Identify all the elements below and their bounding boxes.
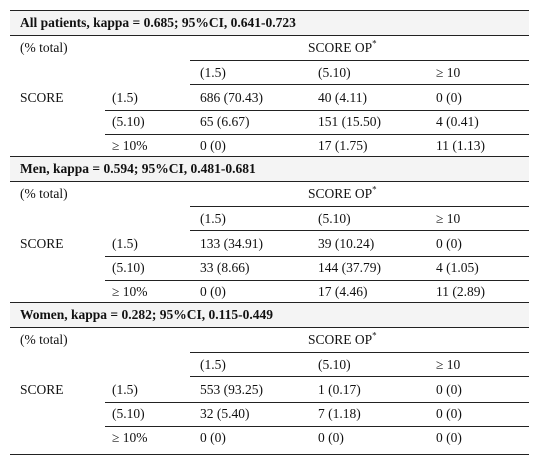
section-title: Men, kappa = 0.594; 95%CI, 0.481-0.681 xyxy=(10,156,529,182)
table-cell: 0 (0) xyxy=(200,284,226,299)
table-cell: 0 (0) xyxy=(436,236,462,251)
table-cell: 0 (0) xyxy=(200,430,226,445)
table-cell: 17 (4.46) xyxy=(318,284,368,299)
table-cell: 4 (0.41) xyxy=(436,114,479,129)
row-label: (1.5) xyxy=(112,382,138,397)
row-rule xyxy=(105,280,529,281)
row-group-label: SCORE xyxy=(20,90,64,105)
table-cell: 686 (70.43) xyxy=(200,90,263,105)
table-bottom-rule xyxy=(10,454,529,455)
column-header: (1.5) xyxy=(200,357,226,372)
score-op-label: SCORE OP xyxy=(308,40,373,55)
table-section xyxy=(10,302,529,448)
percent-total-label: (% total) xyxy=(20,40,68,55)
kappa-table xyxy=(10,10,529,455)
footnote-marker: * xyxy=(372,38,377,49)
table-section xyxy=(10,10,529,156)
table-cell: 553 (93.25) xyxy=(200,382,263,397)
row-label: ≥ 10% xyxy=(112,284,148,299)
score-op-label: SCORE OP xyxy=(308,332,373,347)
row-rule xyxy=(105,426,529,427)
table-cell: 0 (0) xyxy=(436,382,462,397)
section-title: Women, kappa = 0.282; 95%CI, 0.115-0.449 xyxy=(10,302,529,328)
row-label: ≥ 10% xyxy=(112,138,148,153)
row-rule xyxy=(105,402,529,403)
table-cell: 0 (0) xyxy=(436,90,462,105)
column-header: ≥ 10 xyxy=(436,357,461,372)
row-rule xyxy=(105,110,529,111)
column-header: (5.10) xyxy=(318,65,351,80)
table-cell: 4 (1.05) xyxy=(436,260,479,275)
column-header: (5.10) xyxy=(318,211,351,226)
table-cell: 0 (0) xyxy=(436,430,462,445)
table-cell: 0 (0) xyxy=(436,406,462,421)
percent-total-label: (% total) xyxy=(20,186,68,201)
row-label: (1.5) xyxy=(112,236,138,251)
row-rule xyxy=(105,134,529,135)
table-cell: 11 (1.13) xyxy=(436,138,485,153)
row-label: (5.10) xyxy=(112,406,145,421)
header-rule xyxy=(190,84,529,85)
footnote-marker: * xyxy=(372,330,377,341)
score-op-header xyxy=(308,186,377,202)
row-label: (1.5) xyxy=(112,90,138,105)
column-header: (1.5) xyxy=(200,65,226,80)
row-group-label: SCORE xyxy=(20,236,64,251)
table-cell: 11 (2.89) xyxy=(436,284,485,299)
score-op-header xyxy=(308,40,377,56)
column-header: ≥ 10 xyxy=(436,211,461,226)
row-label: (5.10) xyxy=(112,114,145,129)
table-cell: 65 (6.67) xyxy=(200,114,250,129)
table-cell: 0 (0) xyxy=(318,430,344,445)
table-cell: 39 (10.24) xyxy=(318,236,375,251)
table-cell: 0 (0) xyxy=(200,138,226,153)
table-cell: 1 (0.17) xyxy=(318,382,361,397)
table-cell: 133 (34.91) xyxy=(200,236,263,251)
table-cell: 40 (4.11) xyxy=(318,90,367,105)
score-op-header xyxy=(308,332,377,348)
header-rule xyxy=(190,352,529,353)
header-rule xyxy=(190,60,529,61)
score-op-label: SCORE OP xyxy=(308,186,373,201)
column-header: (1.5) xyxy=(200,211,226,226)
footnote-marker: * xyxy=(372,184,377,195)
table-cell: 144 (37.79) xyxy=(318,260,381,275)
row-label: (5.10) xyxy=(112,260,145,275)
table-cell: 33 (8.66) xyxy=(200,260,250,275)
row-group-label: SCORE xyxy=(20,382,64,397)
column-header: (5.10) xyxy=(318,357,351,372)
column-header: ≥ 10 xyxy=(436,65,461,80)
section-title: All patients, kappa = 0.685; 95%CI, 0.641-0.723 xyxy=(10,10,529,36)
row-rule xyxy=(105,256,529,257)
table-cell: 17 (1.75) xyxy=(318,138,368,153)
table-cell: 32 (5.40) xyxy=(200,406,250,421)
percent-total-label: (% total) xyxy=(20,332,68,347)
table-section xyxy=(10,156,529,302)
header-rule xyxy=(190,376,529,377)
header-rule xyxy=(190,206,529,207)
row-label: ≥ 10% xyxy=(112,430,148,445)
table-cell: 7 (1.18) xyxy=(318,406,361,421)
header-rule xyxy=(190,230,529,231)
table-cell: 151 (15.50) xyxy=(318,114,381,129)
